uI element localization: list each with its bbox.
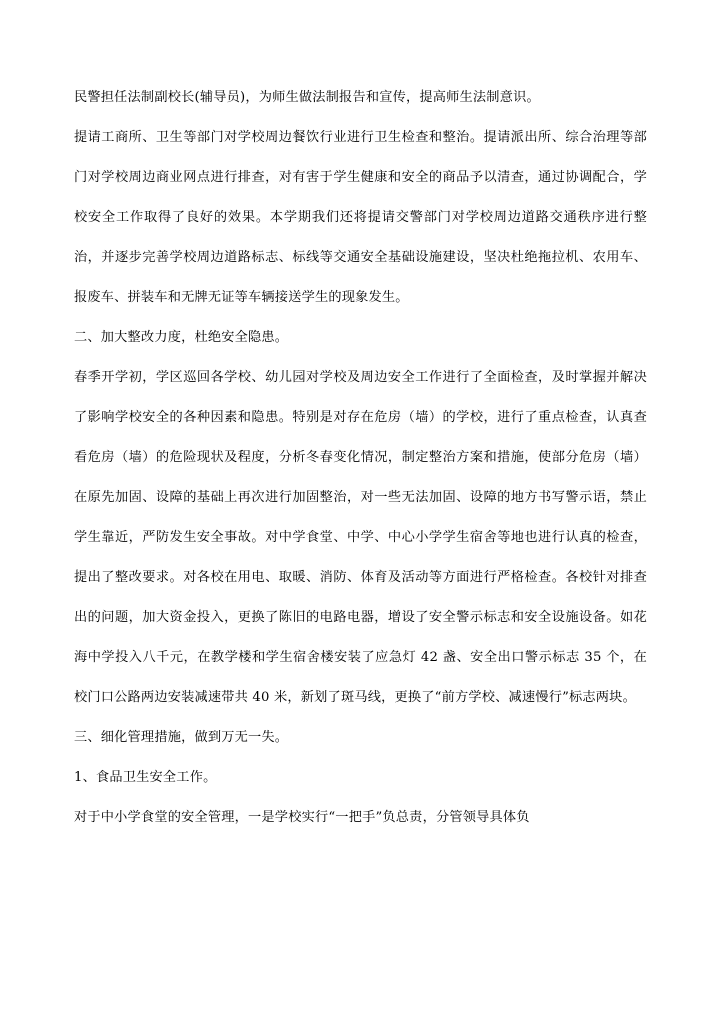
paragraph: 对于中小学食堂的安全管理，一是学校实行“一把手”负总责，分管领导具体负: [74, 810, 530, 825]
paragraph: 提请工商所、卫生等部门对学校周边餐饮行业进行卫生检查和整治。提请派出所、综合治理等部门对学校周边商业网点进行排查，对有害于学生健康和安全的商品予以清查，通过协调配合，学校安全工作取得了良好的效果。本学期我们还将提请交警部门对学校周边道路交通秩序进行整治，并逐步完善学校周边道路标志、标线等交通安全基础设施建设，坚决杜绝拖拉机、农用车、报废车、拼装车和无牌无证等车辆接送学生的现象发生。: [74, 130, 647, 305]
document-body: [74, 78, 647, 838]
paragraph-subheading: 1、食品卫生安全工作。: [74, 770, 217, 785]
paragraph-heading: 三、细化管理措施，做到万无一失。: [74, 730, 289, 745]
paragraph: 民警担任法制副校长(辅导员)，为师生做法制报告和宣传，提高师生法制意识。: [74, 90, 540, 105]
paragraph-heading: 二、加大整改力度，杜绝安全隐患。: [74, 330, 289, 345]
paragraph: 春季开学初，学区巡回各学校、幼儿园对学校及周边安全工作进行了全面检查，及时掌握并解决了影响学校安全的各种因素和隐患。特别是对存在危房（墙）的学校，进行了重点检查，认真查看危房（墙）的危险现状及程度，分析冬春变化情况，制定整治方案和措施，使部分危房（墙）在原先加固、设障的基础上再次进行加固整治，对一些无法加固、设障的地方书写警示语，禁止学生靠近，严防发生安全事故。对中学食堂、中学、中心小学学生宿舍等地也进行认真的检查，提出了整改要求。对各校在用电、取暖、消防、体育及活动等方面进行严格检查。各校针对排查出的问题，加大资金投入，更换了陈旧的电路电器，增设了安全警示标志和安全设施设备。如花海中学投入八千元，在教学楼和学生宿舍楼安装了应急灯 42 盏、安全出口警示标志 35 个，在校门口公路两边安装减速带共 40 米，新划了斑马线，更换了“前方学校、减速慢行”标志两块。: [74, 370, 647, 705]
